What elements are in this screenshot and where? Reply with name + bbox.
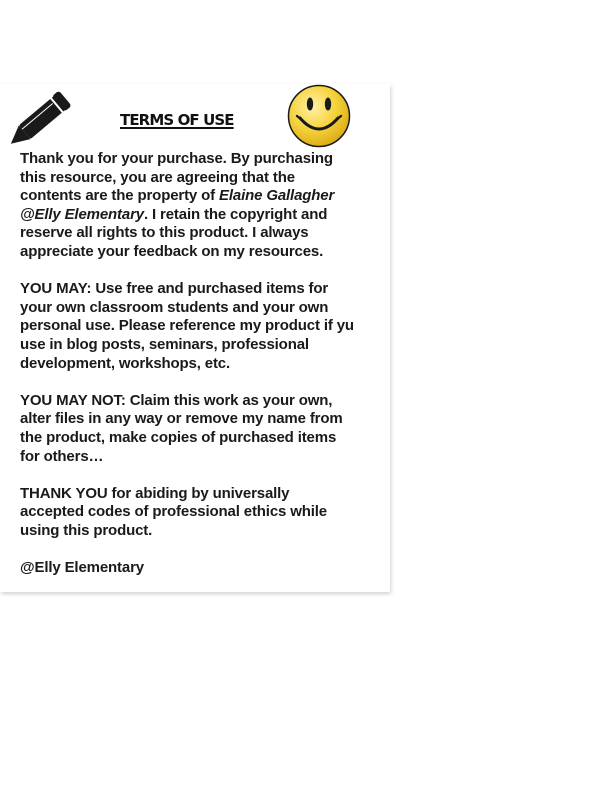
- owner-handle: @Elly Elementary: [20, 205, 144, 223]
- intro-text-2: . I retain the copyright and reserve all rights to this product. I always appreciate your feedback on my resources.: [20, 205, 328, 260]
- smiley-face-icon: [287, 84, 351, 148]
- signature: @Elly Elementary: [20, 559, 144, 577]
- you-may-not-paragraph: YOU MAY NOT: Claim this work as your own, alter files in any way or remove my name from the product, make copies of purchased items for others…: [20, 391, 343, 465]
- intro-text-1: Thank you for your purchase. By purchasing this resource, you are agreeing that the contents are the property of: [20, 150, 333, 205]
- thank-you-paragraph: THANK YOU for abiding by universally accepted codes of professional ethics while using this product.: [20, 484, 327, 539]
- you-may-paragraph: YOU MAY: Use free and purchased items for your own classroom students and your own personal use. Please reference my product if yu use in blog posts, seminars, professional development, workshops, etc.: [20, 280, 354, 372]
- owner-name: Elaine Gallagher: [219, 187, 335, 205]
- intro-paragraph: [20, 150, 356, 262]
- page-title: TERMS OF USE: [120, 111, 234, 129]
- terms-body: [20, 150, 356, 578]
